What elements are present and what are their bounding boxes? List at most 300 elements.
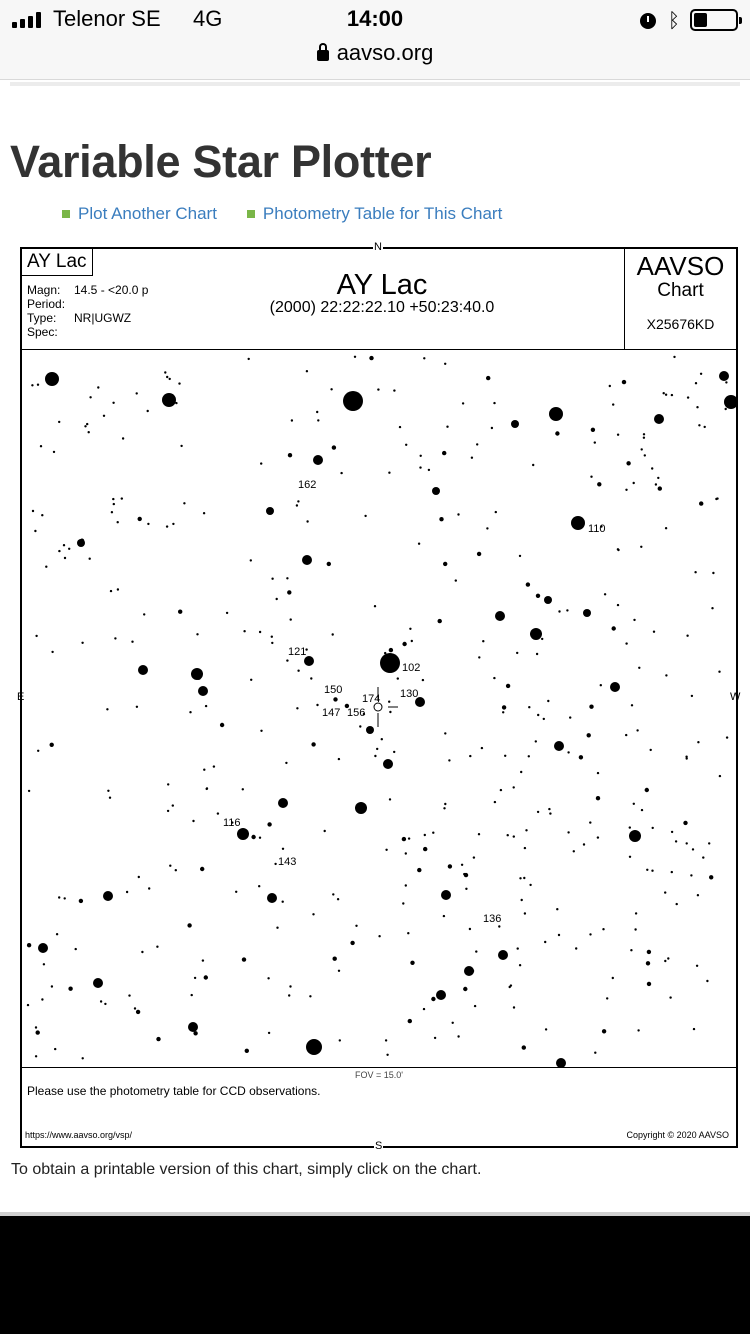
star <box>436 990 446 1000</box>
chart-footer <box>22 1067 736 1146</box>
star <box>381 738 383 740</box>
star <box>622 380 626 384</box>
star <box>117 588 119 590</box>
star <box>393 751 395 753</box>
star <box>121 497 123 499</box>
star <box>175 869 177 871</box>
star <box>482 640 484 642</box>
star <box>617 604 619 606</box>
star <box>117 521 119 523</box>
network-type: 4G <box>193 6 223 31</box>
star <box>589 705 593 709</box>
star <box>665 527 667 529</box>
star <box>673 356 675 358</box>
vsp-url: https://www.aavso.org/vsp/ <box>25 1130 133 1140</box>
star <box>431 997 435 1001</box>
star <box>366 726 374 734</box>
star <box>543 718 545 720</box>
star <box>725 381 727 383</box>
star <box>604 593 606 595</box>
star <box>79 899 83 903</box>
star <box>388 472 390 474</box>
star <box>355 802 367 814</box>
star <box>410 961 414 965</box>
star <box>369 356 373 360</box>
star <box>86 423 88 425</box>
star <box>104 1003 106 1005</box>
star <box>719 371 729 381</box>
star <box>162 393 176 407</box>
star <box>136 392 138 394</box>
star <box>516 652 518 654</box>
star <box>547 700 549 702</box>
star <box>141 951 143 953</box>
star <box>242 957 246 961</box>
star <box>27 943 31 947</box>
star <box>554 741 564 751</box>
comparison-label: 110 <box>588 523 606 535</box>
star <box>629 830 641 842</box>
star <box>243 630 245 632</box>
star-metadata <box>27 283 148 339</box>
star <box>665 674 667 676</box>
star <box>408 837 410 839</box>
star <box>268 1032 270 1034</box>
star <box>694 571 696 573</box>
star <box>68 548 70 550</box>
plot-another-chart-link[interactable] <box>62 204 217 224</box>
star <box>81 642 83 644</box>
star <box>290 618 292 620</box>
star <box>259 631 261 633</box>
star <box>40 445 42 447</box>
direction-north: N <box>374 241 382 253</box>
star <box>521 899 523 901</box>
star <box>384 652 386 654</box>
star <box>567 831 569 833</box>
star <box>494 801 496 803</box>
star <box>556 908 558 910</box>
star <box>147 410 149 412</box>
star <box>704 426 706 428</box>
star <box>686 842 688 844</box>
star <box>528 755 530 757</box>
star <box>631 704 633 706</box>
star <box>51 985 53 987</box>
star <box>147 523 149 525</box>
star <box>646 869 648 871</box>
star <box>418 543 420 545</box>
ccd-note: Please use the photometry table for CCD observations. <box>27 1084 321 1098</box>
star <box>708 842 710 844</box>
star <box>388 701 390 703</box>
star <box>35 1026 37 1028</box>
star <box>549 407 563 421</box>
status-icons <box>638 8 738 32</box>
star <box>493 402 495 404</box>
star <box>423 1008 425 1010</box>
star <box>596 796 600 800</box>
comparison-label: 143 <box>278 856 297 868</box>
star <box>470 969 474 973</box>
star <box>28 790 30 792</box>
star <box>566 609 568 611</box>
star <box>324 830 326 832</box>
star <box>610 682 620 692</box>
star <box>220 723 224 727</box>
star <box>316 411 318 413</box>
star <box>172 804 174 806</box>
star <box>441 890 451 900</box>
star <box>629 856 631 858</box>
star <box>709 875 713 879</box>
star <box>589 933 591 935</box>
star <box>31 384 33 386</box>
star <box>537 714 539 716</box>
photometry-table-link[interactable] <box>247 204 502 224</box>
star <box>297 670 299 672</box>
star <box>206 787 208 789</box>
star <box>330 388 332 390</box>
star <box>640 546 642 548</box>
star <box>54 1048 56 1050</box>
alarm-icon <box>638 10 658 30</box>
chart-header <box>22 249 736 350</box>
copyright: Copyright © 2020 AAVSO <box>626 1130 729 1140</box>
star <box>725 408 727 410</box>
star <box>650 749 652 751</box>
star <box>260 730 262 732</box>
comparison-label: 130 <box>400 688 419 700</box>
star <box>68 987 72 991</box>
star <box>597 772 599 774</box>
star <box>297 500 299 502</box>
star <box>635 912 637 914</box>
star <box>237 828 249 840</box>
carrier-name: Telenor SE <box>53 6 161 31</box>
star <box>43 963 45 965</box>
star <box>500 789 502 791</box>
star <box>671 871 673 873</box>
star <box>37 750 39 752</box>
direction-west: W <box>730 691 741 703</box>
star <box>337 898 339 900</box>
star <box>248 358 250 360</box>
star <box>513 1006 515 1008</box>
star <box>180 445 182 447</box>
star <box>103 415 105 417</box>
star <box>591 428 595 432</box>
star <box>242 788 244 790</box>
star <box>113 503 115 505</box>
star <box>647 982 651 986</box>
star <box>669 996 671 998</box>
star <box>665 394 667 396</box>
star <box>276 598 278 600</box>
star <box>288 453 292 457</box>
star <box>671 831 673 833</box>
star <box>423 847 427 851</box>
star <box>296 707 298 709</box>
star <box>306 370 308 372</box>
star <box>167 810 169 812</box>
star <box>664 891 666 893</box>
star <box>532 464 534 466</box>
star <box>338 970 340 972</box>
star <box>652 827 654 829</box>
star <box>502 705 506 709</box>
star <box>446 426 448 428</box>
star <box>663 392 665 394</box>
star <box>653 631 655 633</box>
star <box>378 935 380 937</box>
star <box>558 934 560 936</box>
star <box>260 462 262 464</box>
star <box>407 932 409 934</box>
star <box>405 852 407 854</box>
direction-south: S <box>375 1140 383 1152</box>
star <box>700 373 702 375</box>
star <box>291 419 293 421</box>
star <box>191 994 193 996</box>
star <box>502 711 504 713</box>
star-chart[interactable] <box>20 247 738 1148</box>
type-label: Type: <box>27 311 57 325</box>
star <box>354 356 356 358</box>
star <box>633 619 635 621</box>
direction-east: E <box>17 691 25 703</box>
comparison-label: 116 <box>223 817 241 829</box>
star <box>271 578 273 580</box>
star <box>58 550 60 552</box>
star <box>602 928 604 930</box>
star <box>286 659 288 661</box>
star <box>519 877 521 879</box>
star <box>306 1039 322 1055</box>
star <box>567 751 569 753</box>
star <box>633 482 635 484</box>
star <box>687 396 689 398</box>
star <box>148 887 150 889</box>
star-field <box>22 350 736 1067</box>
chart-id: X25676KD <box>646 316 715 332</box>
magn-value: 14.5 - <20.0 p <box>74 283 149 297</box>
star <box>103 891 113 901</box>
star <box>250 679 252 681</box>
star <box>259 837 261 839</box>
star <box>654 414 664 424</box>
chart-coordinates: (2000) 22:22:22.10 +50:23:40.0 <box>269 299 495 316</box>
star <box>528 706 530 708</box>
star <box>444 732 446 734</box>
star <box>664 960 666 962</box>
battery-icon <box>690 9 738 31</box>
star-name: AY Lac <box>22 249 93 276</box>
star <box>136 1010 140 1014</box>
star <box>690 874 692 876</box>
star <box>463 987 467 991</box>
star <box>667 957 669 959</box>
star <box>156 946 158 948</box>
star <box>172 523 174 525</box>
star <box>82 1057 84 1059</box>
star <box>27 1004 29 1006</box>
star <box>107 790 109 792</box>
star <box>271 642 273 644</box>
star <box>56 933 58 935</box>
star <box>676 903 678 905</box>
star <box>477 552 481 556</box>
star <box>633 803 635 805</box>
star <box>203 769 205 771</box>
star <box>606 997 608 999</box>
star <box>383 759 393 769</box>
star <box>93 978 103 988</box>
star <box>359 725 361 727</box>
org-name: AAVSO <box>636 251 725 281</box>
star <box>311 742 315 746</box>
star <box>80 539 84 543</box>
star <box>498 925 500 927</box>
star <box>402 902 404 904</box>
star <box>389 711 391 713</box>
star <box>385 849 387 851</box>
star <box>587 733 591 737</box>
star <box>45 372 59 386</box>
star <box>169 378 171 380</box>
star <box>635 837 637 839</box>
star <box>625 734 627 736</box>
magn-label: Magn: <box>27 283 61 297</box>
star <box>408 1019 412 1023</box>
star <box>333 697 337 701</box>
star <box>575 947 577 949</box>
star <box>258 885 260 887</box>
star <box>64 557 66 559</box>
comparison-label: 174 <box>362 693 381 705</box>
address-bar[interactable] <box>0 40 750 66</box>
star <box>417 868 421 872</box>
star <box>698 424 700 426</box>
star <box>32 510 34 512</box>
star <box>380 653 400 673</box>
star <box>696 965 698 967</box>
star <box>448 864 452 868</box>
star <box>513 835 515 837</box>
star <box>555 431 559 435</box>
star <box>702 856 704 858</box>
star <box>312 913 314 915</box>
star <box>302 555 312 565</box>
star <box>175 402 177 404</box>
star <box>419 466 421 468</box>
star <box>625 642 627 644</box>
star <box>164 371 166 373</box>
star <box>424 834 426 836</box>
star <box>109 797 111 799</box>
star <box>549 812 551 814</box>
star <box>474 1005 476 1007</box>
star <box>166 376 168 378</box>
star <box>332 633 334 635</box>
aavso-box <box>624 249 736 349</box>
star <box>638 667 640 669</box>
star <box>509 986 511 988</box>
star <box>716 497 718 499</box>
star <box>271 636 273 638</box>
star <box>192 820 194 822</box>
star <box>131 641 133 643</box>
star <box>389 798 391 800</box>
star <box>462 402 464 404</box>
star <box>641 809 643 811</box>
star <box>89 396 91 398</box>
star <box>609 385 611 387</box>
star <box>34 530 36 532</box>
star <box>338 758 340 760</box>
star <box>38 943 48 953</box>
star <box>504 755 506 757</box>
star <box>278 798 288 808</box>
star <box>235 891 237 893</box>
star <box>475 950 477 952</box>
star <box>250 559 252 561</box>
spec-label: Spec: <box>27 325 58 339</box>
star <box>544 596 552 604</box>
star <box>481 747 483 749</box>
bluetooth-icon: ᛒ <box>668 8 680 32</box>
star <box>112 402 114 404</box>
star <box>428 469 430 471</box>
star <box>439 517 443 521</box>
star <box>726 736 728 738</box>
chart-links <box>62 204 502 224</box>
star <box>178 610 182 614</box>
star <box>266 507 274 515</box>
star <box>393 389 395 391</box>
star <box>112 498 114 500</box>
star <box>594 441 596 443</box>
star <box>469 755 471 757</box>
star <box>457 1035 459 1037</box>
star <box>285 762 287 764</box>
star <box>545 1028 547 1030</box>
star <box>187 923 191 927</box>
star <box>50 743 54 747</box>
star <box>523 877 525 879</box>
star <box>697 741 699 743</box>
star <box>288 994 290 996</box>
star <box>589 821 591 823</box>
star <box>478 833 480 835</box>
star <box>310 677 312 679</box>
star <box>548 808 550 810</box>
star <box>507 834 509 836</box>
star <box>448 759 450 761</box>
star <box>376 748 378 750</box>
star <box>530 628 542 640</box>
star <box>245 1049 249 1053</box>
star <box>583 843 585 845</box>
star <box>106 708 108 710</box>
star <box>296 504 298 506</box>
star <box>183 502 185 504</box>
star <box>541 638 543 640</box>
browser-top-bar <box>0 0 750 80</box>
star <box>313 455 323 465</box>
bullet-icon <box>62 210 70 218</box>
bullet-icon <box>247 210 255 218</box>
